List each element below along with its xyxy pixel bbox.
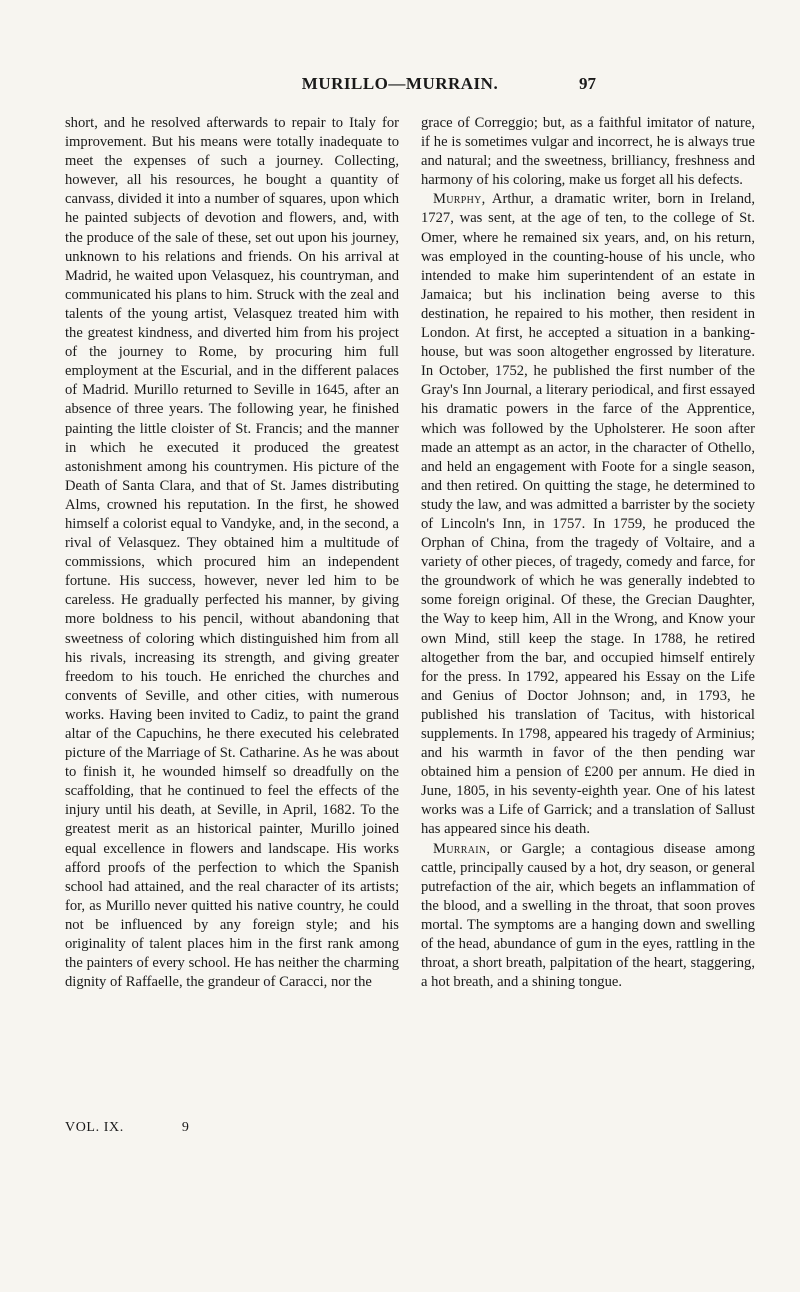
left-column (65, 114, 399, 992)
murphy-headword: Murphy, (433, 191, 486, 208)
murphy-entry (421, 190, 755, 839)
murrain-text: or Gargle; a contagious disease among cattle, principally caused by a hot, dry season, or general putrefaction of the air, which begets an inflammation of the blood, and a swelling in the throat, that soon proves mortal. The symptoms are a hanging down and swelling of the head, abundance of gum in the eyes, rattling in the throat, a short breath, palpitation of the heart, staggering, a hot breath, and a shining tongue. (421, 840, 755, 991)
murphy-text: Arthur, a dramatic writer, born in Ireland, 1727, was sent, at the age of ten, to the college of St. Omer, where he remained six years, and, on his return, was employed in the counting-house of his uncle, who intended to make him superintendent of an estate in Jamaica; but his inclination being averse to this destination, he repaired to his mother, then resident in London. At first, he accepted a situation in a banking-house, but was soon altogether engrossed by literature. In October, 1752, he published the first number of the Gray's Inn Journal, a literary periodical, and first essayed his dramatic powers in the farce of the Apprentice, which was followed by the Upholsterer. He soon after made an attempt as an actor, in the character of Othello, and held an engagement with Foote for a single season, and then retired. On quitting the stage, he determined to study the law, and was admitted a barrister by the society of Lincoln's Inn, in 1757. In 1759, he produced the Orphan of China, from the tragedy of Voltaire, and a variety of other pieces, of tragedy, comedy and farce, for the groundwork of which he was generally indebted to some foreign original. Of these, the Grecian Daughter, the Way to keep him, All in the Wrong, and Know your own Mind, still keep the stage. In 1788, he retired altogether from the bar, and occupied himself entirely for the press. In 1792, appeared his Essay on the Life and Genius of Doctor Johnson; and, in 1793, he published his translation of Tacitus, with historical supplements. In 1798, appeared his tragedy of Arminius; and his warmth in favor of the then pending war obtained him a pension of £200 per annum. He died in June, 1805, in his seventy-eighth year. One of his latest works was a Life of Garrick; and a translation of Sallust has appeared since his death. (421, 191, 755, 838)
murrain-headword: Murrain, (433, 840, 491, 857)
volume-label: VOL. IX. (65, 1120, 124, 1135)
signature-line (65, 1120, 265, 1136)
murillo-entry-continuation: short, and he resolved afterwards to repair to Italy for improvement. But his means were totally inadequate to meet the expenses of such a journey. Collecting, however, all his resources, he bought a quantity of canvass, divided it into a number of squares, upon which he painted subjects of devotion and flowers, and, with the produce of the sale of these, set out upon his journey, unknown to his relations and friends. On his arrival at Madrid, he waited upon Velasquez, his countryman, and communicated his plans to him. Struck with the zeal and talents of the young artist, Velasquez treated him with the greatest kindness, and diverted him from his project of the journey to Rome, by procuring him full employment at the Escurial, and in the different palaces of Madrid. Murillo returned to Seville in 1645, after an absence of three years. The following year, he finished painting the little cloister of St. Francis; and the manner in which he executed it produced the greatest astonishment among his countrymen. His picture of the Death of Santa Clara, and that of St. James distributing Alms, crowned his reputation. In the first, he showed himself a colorist equal to Vandyke, and, in the second, a rival of Velasquez. They obtained him a multitude of commissions, which procured him an independent fortune. His success, however, never led him to be careless. He gradually perfected his manner, by giving more boldness to his pencil, without abandoning that sweetness of coloring which distinguished him from all his rivals, increasing its strength, and giving greater freedom to his touch. He enriched the churches and convents of Seville, and other cities, with numerous works. Having been invited to Cadiz, to paint the grand altar of the Capuchins, he there executed his celebrated picture of the Marriage of St. Catharine. As he was about to finish it, he wounded himself so dreadfully on the scaffolding, that he continued to feel the effects of the injury until his death, at Seville, in April, 1682. To the greatest merit as an historical painter, Murillo joined equal excellence in flowers and landscape. His works afford proofs of the perfection to which the Spanish school had attained, and the real character of its artists; for, as Murillo never quitted his native country, he could not be influenced by any foreign style; and his originality of talent places him in the first rank among the painters of every school. He has neither the charming dignity of Raffaelle, the grandeur of Caracci, nor the (65, 115, 399, 991)
murrain-entry (421, 840, 755, 993)
page-number: 97 (579, 74, 596, 93)
page-header (0, 74, 800, 100)
right-column (421, 114, 755, 992)
running-head: MURILLO—MURRAIN. (301, 74, 499, 93)
murillo-entry-end: grace of Correggio; but, as a faithful imitator of nature, if he is sometimes vulgar and incorrect, he is always true and natural; and the sweetness, brilliancy, freshness and harmony of his coloring, make us forget all his defects. (421, 115, 755, 189)
signature-number: 9 (181, 1120, 190, 1135)
